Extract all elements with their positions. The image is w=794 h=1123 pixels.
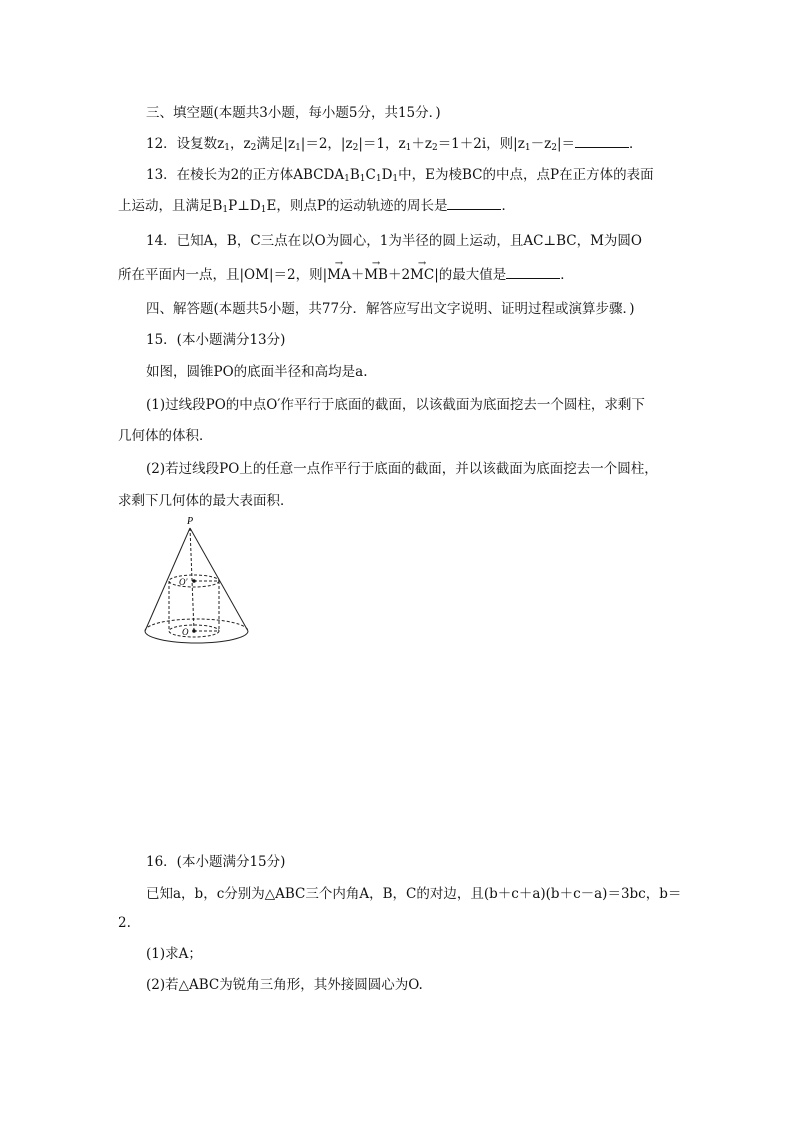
q13-text: 中，E为棱BC的中点，点P在正方体的表面	[398, 167, 654, 183]
cone-side-right	[190, 528, 248, 631]
question-15-part1-cont: 几何体的体积．	[118, 428, 213, 444]
question-16-part2: (2)若△ABC为锐角三角形，其外接圆圆心为O.	[146, 977, 423, 993]
q14-text: ．	[560, 267, 574, 283]
question-13-line1: 13．在棱长为2的正方体$ABCDA_1B_1C_1D_1$中，E为棱BC的中点，点P在正方体的表面	[146, 167, 654, 184]
question-15-part1: (1)过线段PO的中点O′作平行于底面的截面，以该截面为底面挖去一个圆柱，求剩下	[146, 397, 645, 413]
q12-text: |＝	[556, 136, 576, 152]
question-16-line1: 已知a，b，c分别为△ABC三个内角A，B，C的对边，且(b＋c＋a)(b＋c－a)＝3bc，b＝	[146, 886, 682, 902]
q13-text: ．	[501, 198, 515, 214]
q12-text: －z	[530, 136, 552, 152]
q12-text: ＝1＋2i，则|z	[437, 136, 525, 152]
q13-text: P⊥D	[228, 198, 261, 214]
question-13-line2: 上运动，且满足$B_1P\perp D_1E$，则点P的运动轨迹的周长是 ．	[118, 198, 515, 215]
q12-text: |＝1，z	[358, 136, 406, 152]
q12-text: |＝2，|z	[300, 136, 353, 152]
question-15-intro: 如图，圆锥PO的底面半径和高均是a.	[146, 364, 368, 380]
answer-blank[interactable]	[575, 135, 629, 148]
question-14-line2	[118, 266, 574, 284]
question-12: 12．设复数$z_1$，$z_2$满足$|z_1|=2$，$|z_2|=1$，$z_1+z_2=1+2i$，则$|z_1-z_2|=$ ．	[146, 136, 643, 153]
section3-header: 三、填空题(本题共3小题，每小题5分，共15分．)	[146, 105, 441, 121]
answer-blank[interactable]	[447, 197, 501, 210]
label-o-prime: O′	[179, 577, 188, 587]
section4-header: 四、解答题(本题共5小题，共77分．解答应写出文字说明、证明过程或演算步骤．)	[146, 301, 635, 317]
q13-text: 13．在棱长为2的正方体ABCDA	[146, 167, 345, 183]
q12-text: ，z	[230, 136, 251, 152]
vector-ma: → MA	[327, 266, 351, 284]
question-16-title: 16．(本小题满分15分)	[146, 854, 286, 870]
question-15-title: 15．(本小题满分13分)	[146, 332, 286, 348]
question-15-part2-cont: 求剩下几何体的最大表面积．	[118, 493, 294, 509]
question-16-line2: 2.	[118, 915, 131, 931]
question-14-line1: 14．已知A，B，C三点在以O为圆心，1为半径的圆上运动，且AC⊥BC，M为圆O	[146, 233, 642, 249]
question-15-part2: (2)若过线段PO上的任意一点作平行于底面的截面，并以该截面为底面挖去一个圆柱，	[146, 461, 658, 477]
q13-text: E，则点P的运动轨迹的周长是	[266, 198, 448, 214]
q12-text: ．	[629, 136, 643, 152]
label-p: P	[187, 516, 194, 527]
base-ellipse-front	[145, 631, 248, 643]
q14-text: ＋2	[387, 267, 411, 283]
point-o-prime	[192, 579, 196, 583]
q14-text: |的最大值是	[434, 267, 507, 283]
q14-text: 所在平面内一点，且|OM|＝2，则|	[118, 267, 328, 283]
vector-mb: → MB	[364, 266, 388, 284]
q14-text: ＋	[350, 267, 365, 283]
q13-text: 上运动，且满足B	[118, 198, 223, 214]
label-o: O	[182, 627, 189, 637]
q12-text: ＋z	[411, 136, 432, 152]
vector-mc: → MC	[410, 266, 434, 284]
q12-text: 满足|z	[256, 136, 296, 152]
question-16-part1: (1)求A；	[146, 946, 202, 962]
cone-figure	[138, 513, 258, 649]
q12-text: 12．设复数z	[146, 136, 225, 152]
point-o	[192, 629, 196, 633]
answer-blank[interactable]	[506, 266, 560, 279]
